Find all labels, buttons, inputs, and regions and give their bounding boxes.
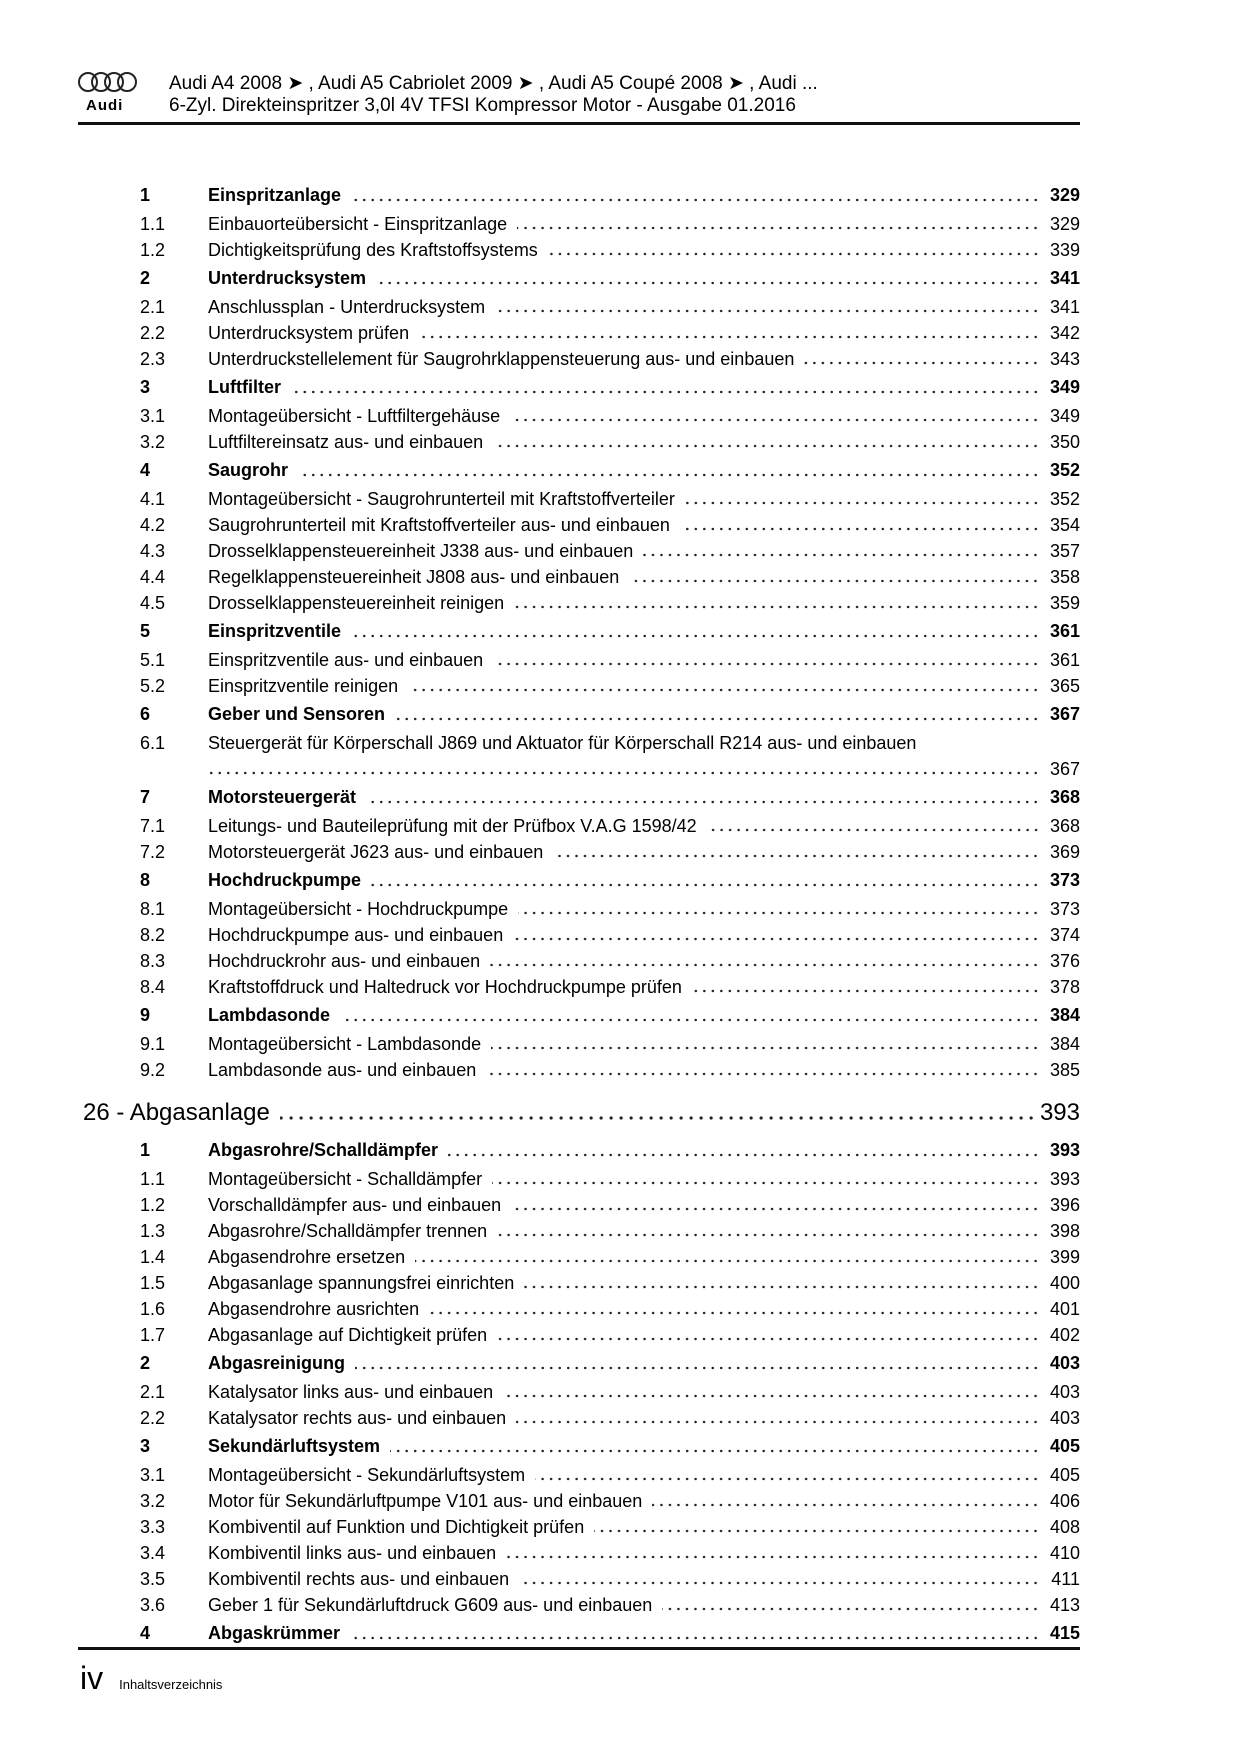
entry-title[interactable]: Motor für Sekundärluftpumpe V101 aus- und einbauen	[208, 1490, 643, 1511]
entry-number: 3.4	[140, 1542, 166, 1563]
entry-page[interactable]: 406	[1049, 1490, 1080, 1511]
toc-entry-sub[interactable]	[83, 346, 1080, 372]
dot-leader	[707, 827, 1040, 833]
entry-page[interactable]: 359	[1049, 592, 1080, 613]
entry-page[interactable]: 357	[1049, 540, 1080, 561]
toc-entry-sub[interactable]	[83, 1488, 1080, 1514]
toc-entry-sub[interactable]	[83, 1514, 1080, 1540]
entry-page[interactable]: 367	[1049, 704, 1080, 724]
entry-page[interactable]: 403	[1049, 1353, 1080, 1373]
footer-divider	[78, 1647, 1080, 1650]
entry-number: 2	[140, 1353, 151, 1373]
entry-title[interactable]: Geber 1 für Sekundärluftdruck G609 aus- und einbauen	[208, 1594, 653, 1615]
entry-number: 9.1	[140, 1033, 166, 1054]
toc-entry-sub[interactable]	[83, 1031, 1080, 1057]
dot-leader	[355, 1365, 1040, 1371]
entry-page[interactable]: 403	[1049, 1381, 1080, 1402]
dot-leader	[298, 472, 1040, 478]
toc-entry-sub[interactable]	[83, 294, 1080, 320]
entry-title[interactable]: Abgasreinigung	[208, 1353, 346, 1373]
dot-leader	[516, 1419, 1040, 1425]
entry-number: 1.1	[140, 1168, 166, 1189]
entry-number: 3.6	[140, 1594, 166, 1615]
entry-page[interactable]: 329	[1049, 185, 1080, 205]
entry-title[interactable]: Montageübersicht - Luftfiltergehäuse	[208, 405, 501, 426]
toc-entry-section[interactable]	[83, 782, 1080, 813]
dot-leader	[351, 633, 1040, 639]
entry-title[interactable]: Drosselklappensteuereinheit J338 aus- und einbauen	[208, 540, 634, 561]
toc-entry-sub[interactable]	[83, 1270, 1080, 1296]
entry-number: 8.2	[140, 924, 166, 945]
toc-entry-sub[interactable]	[83, 1296, 1080, 1322]
dot-leader	[493, 661, 1040, 667]
entry-title[interactable]: Abgaskrümmer	[208, 1623, 341, 1643]
entry-number: 1	[140, 1140, 151, 1160]
entry-page[interactable]: 373	[1049, 870, 1080, 890]
entry-number: 7.1	[140, 815, 166, 836]
entry-page[interactable]: 405	[1049, 1436, 1080, 1456]
entry-number: 6.1	[140, 732, 166, 753]
toc-entry-sub[interactable]	[83, 1166, 1080, 1192]
entry-page[interactable]: 413	[1049, 1594, 1080, 1615]
entry-number: 3.2	[140, 1490, 166, 1511]
entry-number: 8.1	[140, 898, 166, 919]
dot-leader	[350, 1635, 1040, 1641]
toc-entry-section[interactable]	[83, 1348, 1080, 1379]
entry-page[interactable]: 401	[1049, 1298, 1080, 1319]
toc-entry-section[interactable]	[83, 616, 1080, 647]
dot-leader	[491, 1045, 1040, 1051]
toc-entry-sub[interactable]	[83, 486, 1080, 512]
toc-entry-sub[interactable]	[83, 403, 1080, 429]
entry-title[interactable]: Lambdasonde aus- und einbauen	[208, 1059, 477, 1080]
entry-title[interactable]: Montageübersicht - Sekundärluftsystem	[208, 1464, 526, 1485]
dot-leader	[524, 1284, 1040, 1290]
dot-leader	[804, 360, 1040, 366]
dot-leader	[448, 1152, 1040, 1158]
entry-title[interactable]: Geber und Sensoren	[208, 704, 386, 724]
toc-entry-sub[interactable]	[83, 1057, 1080, 1083]
entry-page[interactable]: 405	[1049, 1464, 1080, 1485]
entry-title[interactable]: Montageübersicht - Saugrohrunterteil mit Kraftstoffverteiler	[208, 488, 675, 509]
entry-title[interactable]: Drosselklappensteuereinheit reinigen	[208, 592, 505, 613]
entry-title[interactable]: Luftfilter	[208, 377, 281, 397]
entry-number: 4	[140, 460, 151, 480]
footer-label: Inhaltsverzeichnis	[119, 1677, 223, 1692]
entry-page[interactable]: 358	[1049, 566, 1080, 587]
entry-title[interactable]: Saugrohr	[208, 460, 289, 480]
entry-number: 3.2	[140, 431, 166, 452]
entry-title[interactable]: Leitungs- und Bauteileprüfung mit der Prüfbox V.A.G 1598/42	[208, 815, 697, 836]
entry-page[interactable]: 411	[1051, 1568, 1080, 1589]
entry-page[interactable]: 400	[1049, 1272, 1080, 1293]
entry-page[interactable]: 373	[1049, 898, 1080, 919]
toc-entry-sub[interactable]	[83, 1405, 1080, 1431]
entry-number: 3	[140, 377, 151, 397]
entry-title[interactable]: Abgasendrohre ausrichten	[208, 1298, 420, 1319]
entry-number: 4.5	[140, 592, 166, 613]
dot-leader	[514, 604, 1040, 610]
entry-page[interactable]: 343	[1049, 348, 1080, 369]
toc-entry-section[interactable]	[83, 865, 1080, 896]
page-footer	[80, 1660, 222, 1697]
dot-leader	[495, 308, 1040, 314]
entry-page[interactable]: 329	[1049, 213, 1080, 234]
entry-title[interactable]: Steuergerät für Körperschall J869 und Aktuator für Körperschall R214 aus- und einbauen	[208, 732, 917, 753]
entry-title[interactable]: Unterdrucksystem	[208, 268, 367, 288]
entry-title[interactable]: Abgasendrohre ersetzen	[208, 1246, 406, 1267]
toc-entry-sub[interactable]	[83, 647, 1080, 673]
toc-entry-sub[interactable]	[83, 839, 1080, 865]
entry-page[interactable]: 350	[1049, 431, 1080, 452]
entry-title[interactable]: Motorsteuergerät J623 aus- und einbauen	[208, 841, 544, 862]
entry-page[interactable]: 398	[1049, 1220, 1080, 1241]
toc-entry-section[interactable]	[83, 180, 1080, 211]
entry-number: 5.1	[140, 649, 166, 670]
entry-page[interactable]: 361	[1049, 649, 1080, 670]
entry-page[interactable]: 374	[1049, 924, 1080, 945]
header-engine-edition: 6-Zyl. Direkteinspritzer 3,0l 4V TFSI Kompressor Motor - Ausgabe 01.2016	[169, 95, 796, 116]
entry-page[interactable]: 341	[1049, 268, 1080, 288]
entry-number: 4	[140, 1623, 151, 1643]
entry-title[interactable]: Vorschalldämpfer aus- und einbauen	[208, 1194, 502, 1215]
entry-title[interactable]: Abgasrohre/Schalldämpfer	[208, 1140, 439, 1160]
entry-page[interactable]: 410	[1049, 1542, 1080, 1563]
entry-number: 1.3	[140, 1220, 166, 1241]
entry-page[interactable]: 349	[1049, 405, 1080, 426]
entry-title[interactable]: Unterdruckstellelement für Saugrohrklappensteuerung aus- und einbauen	[208, 348, 795, 369]
toc-entry-section[interactable]	[83, 372, 1080, 403]
dot-leader	[662, 1606, 1040, 1612]
entry-page[interactable]: 367	[1049, 758, 1080, 779]
entry-title[interactable]: Abgasanlage spannungsfrei einrichten	[208, 1272, 515, 1293]
entry-number: 2.2	[140, 1407, 166, 1428]
entry-title[interactable]: Katalysator rechts aus- und einbauen	[208, 1407, 507, 1428]
dot-leader	[351, 197, 1040, 203]
dot-leader	[390, 1448, 1040, 1454]
header-models: Audi A4 2008 ➤ , Audi A5 Cabriolet 2009 ➤ , Audi A5 Coupé 2008 ➤ , Audi ...	[169, 73, 818, 94]
dot-leader	[692, 988, 1040, 994]
page-number: iv	[80, 1660, 104, 1696]
entry-title[interactable]: Sekundärluftsystem	[208, 1436, 381, 1456]
logo-wordmark: Audi	[86, 97, 124, 114]
entry-page[interactable]: 378	[1049, 976, 1080, 997]
dot-leader	[280, 1115, 1036, 1121]
entry-number: 2.1	[140, 296, 166, 317]
entry-title[interactable]: Einspritzventile reinigen	[208, 675, 399, 696]
dot-leader	[490, 962, 1040, 968]
dot-leader	[629, 578, 1040, 584]
entry-title[interactable]: Montageübersicht - Hochdruckpumpe	[208, 898, 509, 919]
dot-leader	[376, 280, 1040, 286]
entry-number: 3.1	[140, 405, 166, 426]
entry-number: 2.1	[140, 1381, 166, 1402]
entry-number: 1.5	[140, 1272, 166, 1293]
entry-number: 1.4	[140, 1246, 166, 1267]
entry-page[interactable]: 396	[1049, 1194, 1080, 1215]
dot-leader	[371, 882, 1040, 888]
entry-page[interactable]: 393	[1039, 1099, 1080, 1126]
dot-leader	[680, 526, 1040, 532]
entry-number: 8.4	[140, 976, 166, 997]
entry-title[interactable]: Einspritzventile aus- und einbauen	[208, 649, 484, 670]
entry-title[interactable]: Montageübersicht - Lambdasonde	[208, 1033, 482, 1054]
dot-leader	[340, 1017, 1040, 1023]
entry-page[interactable]: 376	[1049, 950, 1080, 971]
dot-leader	[492, 1180, 1040, 1186]
toc-entry-sub[interactable]	[83, 1592, 1080, 1618]
dot-leader	[643, 552, 1040, 558]
dot-leader	[594, 1528, 1040, 1534]
entry-title[interactable]: Regelklappensteuereinheit J808 aus- und einbauen	[208, 566, 620, 587]
entry-number: 1	[140, 185, 151, 205]
page-header	[78, 68, 1080, 125]
dot-leader	[419, 334, 1040, 340]
entry-title[interactable]: Dichtigkeitsprüfung des Kraftstoffsystems	[208, 239, 538, 260]
entry-number: 7.2	[140, 841, 166, 862]
dot-leader	[513, 936, 1040, 942]
dot-leader	[506, 1554, 1040, 1560]
table-of-contents	[83, 180, 1080, 1649]
entry-page[interactable]: 361	[1049, 621, 1080, 641]
entry-page[interactable]: 352	[1049, 488, 1080, 509]
entry-number: 1.6	[140, 1298, 166, 1319]
dot-leader	[291, 389, 1040, 395]
entry-title[interactable]: Katalysator links aus- und einbauen	[208, 1381, 494, 1402]
entry-number: 4.2	[140, 514, 166, 535]
toc-entry-sub[interactable]	[83, 673, 1080, 699]
entry-number: 2.3	[140, 348, 166, 369]
entry-number: 1.1	[140, 213, 166, 234]
entry-page[interactable]: 399	[1049, 1246, 1080, 1267]
entry-number: 3	[140, 1436, 151, 1456]
entry-number: 5.2	[140, 675, 166, 696]
entry-title[interactable]: Hochdruckpumpe	[208, 870, 362, 890]
dot-leader	[510, 417, 1040, 423]
toc-entry-section[interactable]	[83, 1135, 1080, 1166]
toc-entry-sub[interactable]	[83, 974, 1080, 1000]
entry-title[interactable]: Saugrohrunterteil mit Kraftstoffverteiler aus- und einbauen	[208, 514, 670, 535]
dot-leader	[535, 1476, 1040, 1482]
entry-title[interactable]: Kombiventil links aus- und einbauen	[208, 1542, 497, 1563]
entry-number: 3.5	[140, 1568, 166, 1589]
toc-entry-sub[interactable]	[83, 1244, 1080, 1270]
toc-entry-sub[interactable]	[83, 922, 1080, 948]
toc-entry-sub[interactable]	[83, 538, 1080, 564]
entry-page[interactable]: 339	[1049, 239, 1080, 260]
entry-title[interactable]: Kombiventil auf Funktion und Dichtigkeit prüfen	[208, 1516, 585, 1537]
toc-entry-sub[interactable]	[83, 1379, 1080, 1405]
entry-page[interactable]: 369	[1049, 841, 1080, 862]
entry-page[interactable]: 393	[1049, 1168, 1080, 1189]
entry-page[interactable]: 385	[1049, 1059, 1080, 1080]
entry-number: 2	[140, 268, 151, 288]
entry-page[interactable]: 368	[1049, 787, 1080, 807]
entry-title[interactable]: Einbauorteübersicht - Einspritzanlage	[208, 213, 508, 234]
entry-number: 4.4	[140, 566, 166, 587]
entry-title[interactable]: 26 - Abgasanlage	[83, 1099, 270, 1126]
entry-title[interactable]: Luftfiltereinsatz aus- und einbauen	[208, 431, 484, 452]
entry-number: 1.7	[140, 1324, 166, 1345]
entry-title[interactable]: Motorsteuergerät	[208, 787, 357, 807]
entry-page[interactable]: 354	[1049, 514, 1080, 535]
entry-title[interactable]: Lambdasonde	[208, 1005, 331, 1025]
entry-number: 4.3	[140, 540, 166, 561]
toc-entry-section[interactable]	[83, 1431, 1080, 1462]
entry-page[interactable]: 402	[1049, 1324, 1080, 1345]
toc-entry-sub[interactable]	[83, 896, 1080, 922]
entry-continuation[interactable]	[83, 756, 1080, 782]
toc-entry-sub[interactable]	[83, 1462, 1080, 1488]
toc-entry-section[interactable]	[83, 699, 1080, 730]
dot-leader	[518, 910, 1040, 916]
entry-title[interactable]: Kraftstoffdruck und Haltedruck vor Hochdruckpumpe prüfen	[208, 976, 682, 997]
entry-number: 1.2	[140, 239, 166, 260]
dot-leader	[553, 853, 1040, 859]
toc-entry-sub[interactable]	[83, 512, 1080, 538]
entry-number: 3.1	[140, 1464, 166, 1485]
entry-number: 8	[140, 870, 151, 890]
toc-entry-sub[interactable]	[83, 320, 1080, 346]
toc-entry-sub[interactable]	[83, 1566, 1080, 1592]
toc-entry-sub[interactable]	[83, 1192, 1080, 1218]
toc-entry-sub[interactable]	[83, 590, 1080, 616]
entry-page[interactable]: 408	[1049, 1516, 1080, 1537]
entry-title[interactable]: Abgasrohre/Schalldämpfer trennen	[208, 1220, 488, 1241]
entry-title[interactable]: Anschlussplan - Unterdrucksystem	[208, 296, 486, 317]
entry-title[interactable]: Einspritzanlage	[208, 185, 342, 205]
entry-page[interactable]: 349	[1049, 377, 1080, 397]
entry-number: 2.2	[140, 322, 166, 343]
dot-leader	[503, 1393, 1040, 1399]
entry-title[interactable]: Montageübersicht - Schalldämpfer	[208, 1168, 483, 1189]
dot-leader	[395, 716, 1040, 722]
entry-number: 5	[140, 621, 151, 641]
entry-page[interactable]: 393	[1049, 1140, 1080, 1160]
toc-entry-sub[interactable]	[83, 1540, 1080, 1566]
toc-entry-sub[interactable]	[83, 564, 1080, 590]
entry-page[interactable]: 352	[1049, 460, 1080, 480]
toc-entry-chapter[interactable]	[83, 1091, 1080, 1135]
toc-entry-sub[interactable]	[83, 730, 1080, 756]
entry-title[interactable]: Hochdruckrohr aus- und einbauen	[208, 950, 481, 971]
dot-leader	[366, 799, 1040, 805]
entry-number: 4.1	[140, 488, 166, 509]
toc-entry-section[interactable]	[83, 1618, 1080, 1649]
entry-page[interactable]: 342	[1049, 322, 1080, 343]
toc-entry-sub[interactable]	[83, 211, 1080, 237]
entry-number: 7	[140, 787, 151, 807]
dot-leader	[208, 770, 1040, 776]
entry-number: 3.3	[140, 1516, 166, 1537]
entry-number: 9	[140, 1005, 151, 1025]
toc-entry-sub[interactable]	[83, 813, 1080, 839]
entry-number: 6	[140, 704, 151, 724]
entry-page[interactable]: 415	[1049, 1623, 1080, 1643]
entry-title[interactable]: Unterdrucksystem prüfen	[208, 322, 410, 343]
dot-leader	[652, 1502, 1040, 1508]
toc-entry-section[interactable]	[83, 263, 1080, 294]
entry-page[interactable]: 341	[1049, 296, 1080, 317]
dot-leader	[497, 1336, 1040, 1342]
toc-entry-sub[interactable]	[83, 237, 1080, 263]
entry-page[interactable]: 384	[1049, 1033, 1080, 1054]
toc-entry-sub[interactable]	[83, 429, 1080, 455]
entry-title[interactable]: Kombiventil rechts aus- und einbauen	[208, 1568, 510, 1589]
dot-leader	[486, 1071, 1040, 1077]
entry-number: 9.2	[140, 1059, 166, 1080]
audi-logo	[78, 72, 138, 114]
toc-entry-section[interactable]	[83, 1000, 1080, 1031]
dot-leader	[685, 500, 1040, 506]
dot-leader	[548, 251, 1040, 257]
dot-leader	[519, 1580, 1040, 1586]
dot-leader	[408, 687, 1040, 693]
entry-title[interactable]: Einspritzventile	[208, 621, 342, 641]
entry-page[interactable]: 403	[1049, 1407, 1080, 1428]
entry-title[interactable]: Abgasanlage auf Dichtigkeit prüfen	[208, 1324, 488, 1345]
entry-page[interactable]: 368	[1049, 815, 1080, 836]
entry-number: 1.2	[140, 1194, 166, 1215]
rings-icon	[78, 72, 138, 94]
dot-leader	[517, 225, 1040, 231]
entry-number: 8.3	[140, 950, 166, 971]
entry-title[interactable]: Hochdruckpumpe aus- und einbauen	[208, 924, 504, 945]
dot-leader	[415, 1258, 1040, 1264]
toc-entry-sub[interactable]	[83, 1322, 1080, 1348]
dot-leader	[429, 1310, 1040, 1316]
entry-page[interactable]: 365	[1049, 675, 1080, 696]
dot-leader	[493, 443, 1040, 449]
entry-page[interactable]: 384	[1049, 1005, 1080, 1025]
toc-entry-sub[interactable]	[83, 948, 1080, 974]
dot-leader	[511, 1206, 1040, 1212]
toc-entry-section[interactable]	[83, 455, 1080, 486]
toc-entry-sub[interactable]	[83, 1218, 1080, 1244]
dot-leader	[497, 1232, 1040, 1238]
